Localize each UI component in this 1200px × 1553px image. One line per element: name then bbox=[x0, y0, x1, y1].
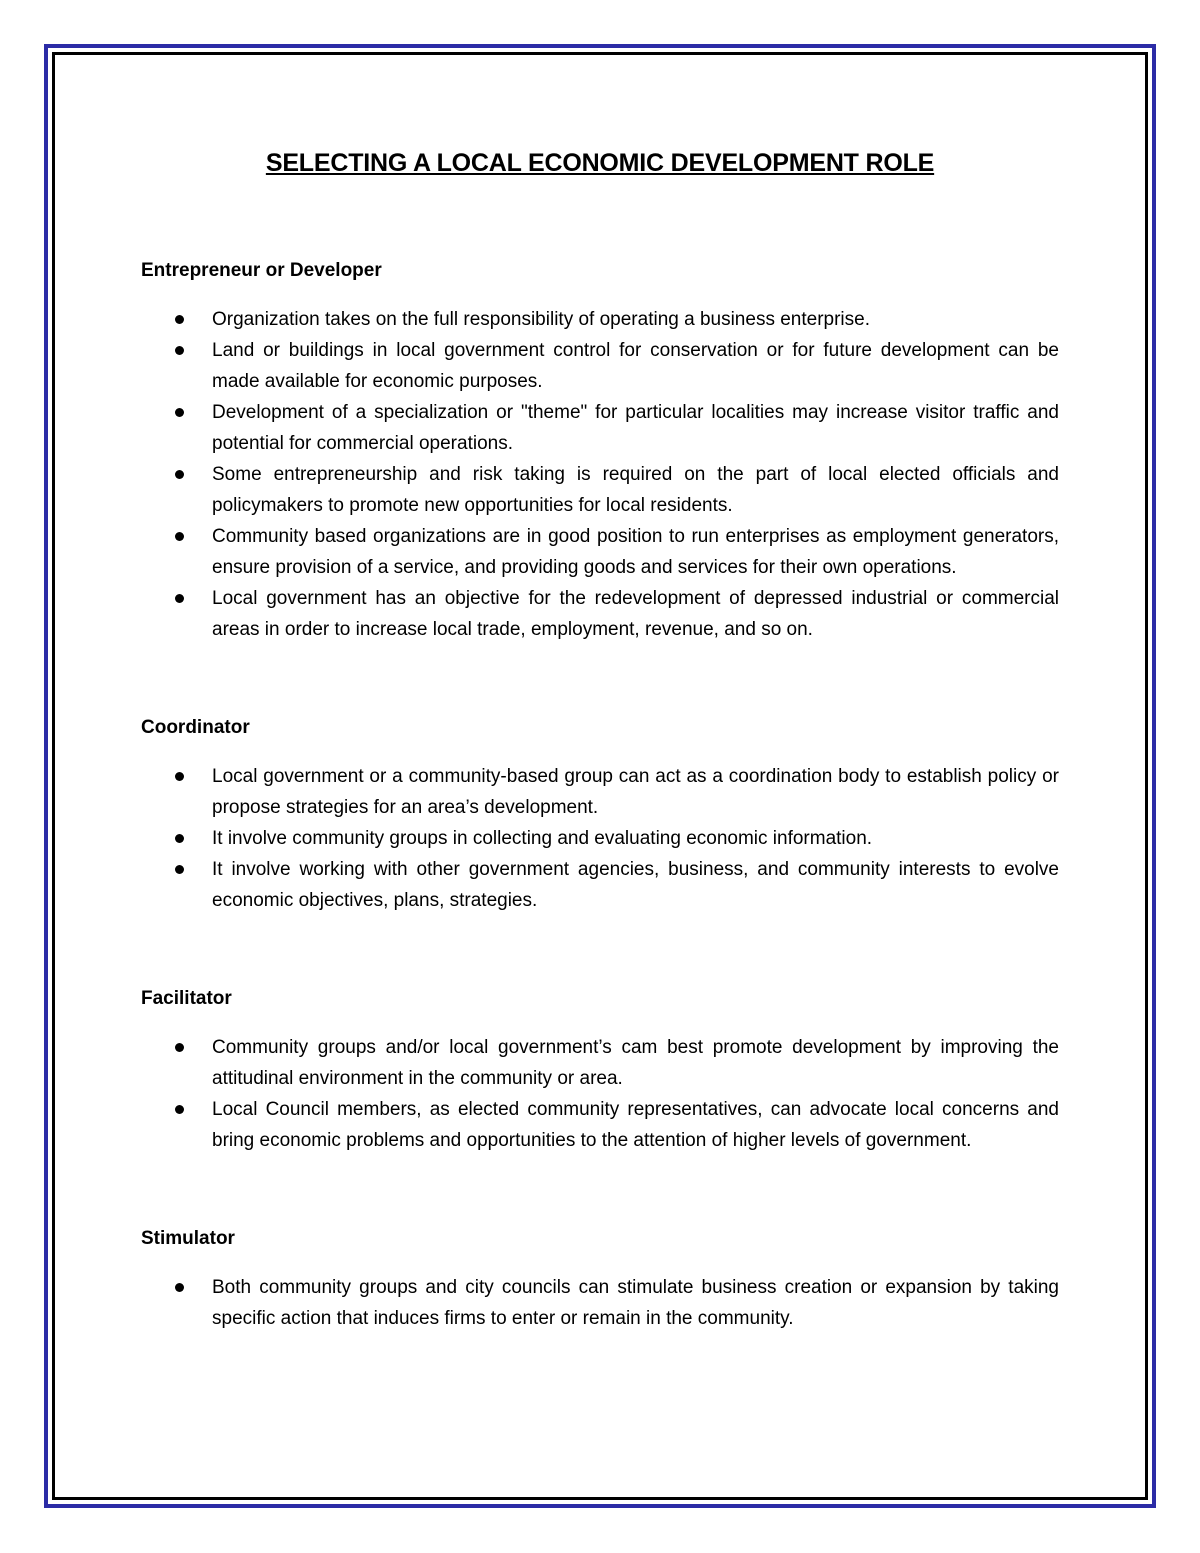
bullet-icon bbox=[175, 865, 184, 874]
section-coordinator bbox=[141, 715, 1059, 916]
bullet-icon bbox=[175, 1283, 184, 1292]
section-heading: Entrepreneur or Developer bbox=[141, 260, 382, 281]
document-title: SELECTING A LOCAL ECONOMIC DEVELOPMENT ROLE bbox=[265, 149, 935, 177]
list-item bbox=[141, 1094, 1059, 1156]
list-item-text: Land or buildings in local government control for conservation or for future development can be made available for economic purposes. bbox=[212, 340, 1059, 392]
bullet-icon bbox=[175, 772, 184, 781]
list-item-text: Community based organizations are in good position to run enterprises as employment generators, ensure provision of a service, and providing goods and services for their own operations. bbox=[212, 526, 1059, 578]
list-item-text: Local government or a community-based group can act as a coordination body to establish policy or propose strategies for an area’s development. bbox=[212, 766, 1059, 818]
list-item bbox=[141, 854, 1059, 916]
list-item bbox=[141, 521, 1059, 583]
list-item bbox=[141, 1272, 1059, 1334]
bullet-icon bbox=[175, 594, 184, 603]
document-body bbox=[141, 140, 1059, 1404]
bullet-list bbox=[141, 1272, 1059, 1334]
list-item bbox=[141, 459, 1059, 521]
list-item bbox=[141, 335, 1059, 397]
list-item-text: It involve working with other government agencies, business, and community interests to evolve economic objectives, plans, strategies. bbox=[212, 859, 1059, 911]
list-item bbox=[141, 823, 1059, 854]
bullet-list bbox=[141, 761, 1059, 916]
bullet-icon bbox=[175, 315, 184, 324]
bullet-icon bbox=[175, 1043, 184, 1052]
section-stimulator bbox=[141, 1226, 1059, 1334]
section-heading: Coordinator bbox=[141, 717, 250, 738]
list-item-text: Local Council members, as elected community representatives, can advocate local concerns and bring economic problems and opportunities to the attention of higher levels of government. bbox=[212, 1099, 1059, 1151]
list-item bbox=[141, 304, 1059, 335]
section-heading: Facilitator bbox=[141, 988, 232, 1009]
list-item bbox=[141, 583, 1059, 645]
section-heading: Stimulator bbox=[141, 1228, 235, 1249]
bullet-icon bbox=[175, 834, 184, 843]
bullet-list bbox=[141, 304, 1059, 645]
list-item bbox=[141, 397, 1059, 459]
list-item-text: Organization takes on the full responsibility of operating a business enterprise. bbox=[212, 309, 870, 330]
bullet-icon bbox=[175, 1105, 184, 1114]
bullet-icon bbox=[175, 408, 184, 417]
list-item-text: It involve community groups in collecting and evaluating economic information. bbox=[212, 828, 873, 849]
list-item-text: Community groups and/or local government’s cam best promote development by improving the attitudinal environment in the community or area. bbox=[212, 1037, 1059, 1089]
bullet-icon bbox=[175, 470, 184, 479]
list-item-text: Some entrepreneurship and risk taking is required on the part of local elected officials and policymakers to promote new opportunities for local residents. bbox=[212, 464, 1059, 516]
list-item-text: Local government has an objective for the redevelopment of depressed industrial or commercial areas in order to increase local trade, employment, revenue, and so on. bbox=[212, 588, 1059, 640]
bullet-icon bbox=[175, 532, 184, 541]
list-item bbox=[141, 761, 1059, 823]
bullet-icon bbox=[175, 346, 184, 355]
bullet-list bbox=[141, 1032, 1059, 1156]
list-item bbox=[141, 1032, 1059, 1094]
list-item-text: Development of a specialization or "theme" for particular localities may increase visitor traffic and potential for commercial operations. bbox=[212, 402, 1059, 454]
section-entrepreneur bbox=[141, 258, 1059, 645]
section-facilitator bbox=[141, 986, 1059, 1156]
list-item-text: Both community groups and city councils can stimulate business creation or expansion by taking specific action that induces firms to enter or remain in the community. bbox=[212, 1277, 1059, 1329]
